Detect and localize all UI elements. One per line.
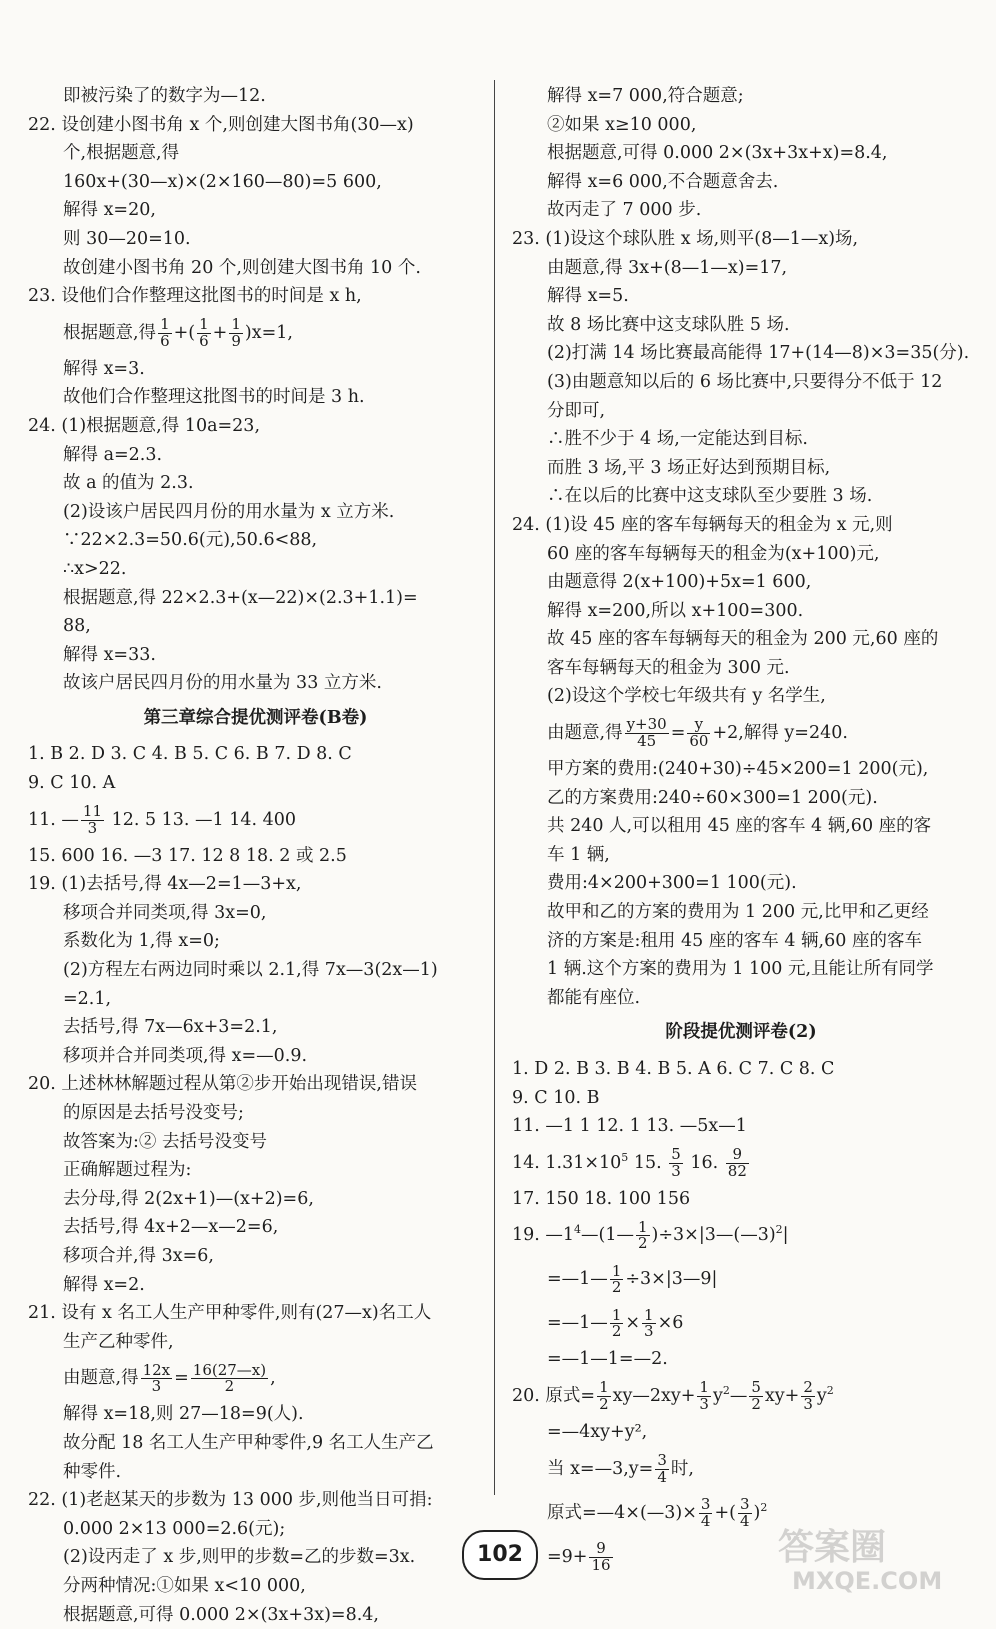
text-line: 根据题意,可得 0.000 2×(3x+3x)=8.4, [28, 1601, 483, 1629]
section-heading: 阶段提优测评卷(2) [512, 1018, 970, 1047]
denominator: 16 [589, 1558, 612, 1574]
text-run: 19. —1 [512, 1225, 574, 1245]
denominator: 3 [642, 1324, 656, 1340]
text-line: 23. 设他们合作整理这批图书的时间是 x h, [28, 282, 483, 311]
text-line: 故答案为:② 去括号没变号 [28, 1128, 483, 1157]
text-line: 移项合并同类项,得 3x=0, [28, 899, 483, 928]
fraction [655, 1453, 669, 1486]
right-column [512, 82, 970, 1579]
fraction [749, 1380, 763, 1413]
numerator: 3 [738, 1497, 752, 1514]
text-line: ∴x>22. [28, 555, 483, 584]
denominator: 2 [610, 1324, 624, 1340]
text-run: + [213, 323, 228, 343]
fraction [642, 1308, 656, 1341]
text-line: 由题意得 2(x+100)+5x=1 600, [512, 568, 970, 597]
text-line: 解得 x=6 000,不合题意舍去. [512, 168, 970, 197]
text-line: 系数化为 1,得 x=0; [28, 927, 483, 956]
numerator: 9 [589, 1541, 612, 1558]
text-line: 9. C 10. A [28, 769, 483, 798]
text-line: (2)设该户居民四月份的用水量为 x 立方米. [28, 498, 483, 527]
fraction [141, 1363, 173, 1396]
text-line: 根据题意,可得 0.000 2×(3x+3x+x)=8.4, [512, 139, 970, 168]
denominator: 3 [801, 1397, 815, 1413]
numerator: 1 [636, 1220, 650, 1237]
numerator: 12x [141, 1363, 173, 1380]
text-line: 15. 600 16. —3 17. 12 8 18. 2 或 2.5 [28, 842, 483, 871]
text-line: 22. (1)老赵某天的步数为 13 000 步,则他当日可捐: [28, 1486, 483, 1515]
section-heading: 第三章综合提优测评卷(B卷) [28, 704, 483, 733]
text-line: 费用:4×200+300=1 100(元). [512, 869, 970, 898]
svg-text:MXQE.COM: MXQE.COM [792, 1567, 942, 1595]
formula-line [512, 1301, 970, 1345]
text-line: 解得 x=20, [28, 196, 483, 225]
text-run: )÷3×|3—(—3) [652, 1225, 776, 1245]
numerator: 1 [610, 1264, 624, 1281]
text-line: 60 座的客车每辆每天的租金为(x+100)元, [512, 540, 970, 569]
fraction [738, 1497, 752, 1530]
text-run: 12. 5 13. —1 14. 400 [106, 810, 296, 830]
text-line: ②如果 x≥10 000, [512, 111, 970, 140]
text-line: =—1—1=—2. [512, 1345, 970, 1374]
text-run: ×6 [658, 1313, 684, 1333]
text-line: 故该户居民四月份的用水量为 33 立方米. [28, 669, 483, 698]
fraction [197, 317, 211, 350]
text-line: 移项并合并同类项,得 x=—0.9. [28, 1042, 483, 1071]
text-line: 解得 x=33. [28, 641, 483, 670]
numerator: 5 [669, 1147, 683, 1164]
text-run: × [625, 1313, 640, 1333]
superscript: 2 [723, 1384, 730, 1397]
superscript: 2 [776, 1224, 783, 1237]
text-line: 23. (1)设这个球队胜 x 场,则平(8—1—x)场, [512, 225, 970, 254]
text-run: | [783, 1225, 789, 1245]
text-line: 解得 x=200,所以 x+100=300. [512, 597, 970, 626]
text-line: 17. 150 18. 100 156 [512, 1185, 970, 1214]
numerator: 1 [642, 1308, 656, 1325]
text-line: (2)打满 14 场比赛最高能得 17+(14—8)×3=35(分). [512, 339, 970, 368]
text-line: =2.1, [28, 985, 483, 1014]
text-line: 正确解题过程为: [28, 1156, 483, 1185]
text-line: 乙的方案费用:240÷60×300=1 200(元). [512, 784, 970, 813]
fraction [610, 1308, 624, 1341]
formula-line [512, 1374, 970, 1418]
text-line: 24. (1)设 45 座的客车每辆每天的租金为 x 元,则 [512, 511, 970, 540]
text-line: 故甲和乙的方案的费用为 1 200 元,比甲和乙更经 [512, 898, 970, 927]
numerator: 1 [158, 317, 172, 334]
text-run: 时, [671, 1459, 694, 1479]
text-line: 而胜 3 场,平 3 场正好达到预期目标, [512, 454, 970, 483]
text-line: 即被污染了的数字为—12. [28, 82, 483, 111]
fraction [610, 1264, 624, 1297]
text-run: = [671, 723, 686, 743]
text-line: 解得 x=2. [28, 1271, 483, 1300]
formula-line [28, 798, 483, 842]
text-line: (3)由题意知以后的 6 场比赛中,只要得分不低于 12 [512, 368, 970, 397]
formula-line [512, 1257, 970, 1301]
numerator: 16(27—x) [191, 1363, 268, 1380]
text-line: 解得 x=5. [512, 282, 970, 311]
text-line: 88, [28, 612, 483, 641]
text-line: 0.000 2×13 000=2.6(元); [28, 1515, 483, 1544]
numerator: 3 [655, 1453, 669, 1470]
superscript: 4 [574, 1224, 581, 1237]
text-line: 1. B 2. D 3. C 4. B 5. C 6. B 7. D 8. C [28, 740, 483, 769]
text-run: )x=1, [245, 323, 293, 343]
text-line: 故 a 的值为 2.3. [28, 469, 483, 498]
text-line: 1 辆.这个方案的费用为 1 100 元,且能让所有同学 [512, 955, 970, 984]
text-run: = [174, 1368, 189, 1388]
numerator: 1 [597, 1380, 611, 1397]
denominator: 6 [158, 334, 172, 350]
text-line: ∵22×2.3=50.6(元),50.6<88, [28, 526, 483, 555]
text-line: 11. —1 1 12. 1 13. —5x—1 [512, 1112, 970, 1141]
svg-text:答案圈: 答案圈 [778, 1527, 886, 1568]
text-line: =—4xy+y², [512, 1418, 970, 1447]
left-column [28, 82, 483, 1629]
text-line: 21. 设有 x 名工人生产甲种零件,则有(27—x)名工人 [28, 1299, 483, 1328]
denominator: 4 [655, 1470, 669, 1486]
numerator: y [687, 717, 710, 734]
denominator: 2 [749, 1397, 763, 1413]
text-line: 分即可, [512, 397, 970, 426]
superscript: 2 [760, 1501, 767, 1514]
numerator: 3 [699, 1497, 713, 1514]
fraction [697, 1380, 711, 1413]
formula-line [512, 1447, 970, 1491]
superscript: 2 [827, 1384, 834, 1397]
text-line: 的原因是去括号没变号; [28, 1099, 483, 1128]
text-line: 去括号,得 7x—6x+3=2.1, [28, 1013, 483, 1042]
denominator: 60 [687, 734, 710, 750]
text-run: 15. [628, 1153, 667, 1173]
text-line: 分两种情况:①如果 x<10 000, [28, 1572, 483, 1601]
text-line: 故分配 18 名工人生产甲种零件,9 名工人生产乙 [28, 1429, 483, 1458]
text-line: 去分母,得 2(2x+1)—(x+2)=6, [28, 1185, 483, 1214]
denominator: 2 [610, 1280, 624, 1296]
text-line: 个,根据题意,得 [28, 139, 483, 168]
text-line: 故他们合作整理这批图书的时间是 3 h. [28, 383, 483, 412]
denominator: 6 [197, 334, 211, 350]
numerator: 5 [749, 1380, 763, 1397]
numerator: y+30 [625, 717, 669, 734]
numerator: 1 [697, 1380, 711, 1397]
text-line: 车 1 辆, [512, 841, 970, 870]
text-run: +( [714, 1503, 736, 1523]
text-line: 客车每辆每天的租金为 300 元. [512, 654, 970, 683]
text-run: ) [754, 1503, 761, 1523]
numerator: 1 [197, 317, 211, 334]
text-line: 生产乙种零件, [28, 1328, 483, 1357]
formula-line [512, 711, 970, 755]
text-run: 11. — [28, 810, 79, 830]
fraction [158, 317, 172, 350]
text-line: 160x+(30—x)×(2×160—80)=5 600, [28, 168, 483, 197]
text-run: =9+ [547, 1547, 587, 1567]
text-run: 由题意,得 [547, 723, 623, 743]
text-line: 去括号,得 4x+2—x—2=6, [28, 1213, 483, 1242]
text-run: —(1— [581, 1225, 634, 1245]
text-run: y [817, 1386, 827, 1406]
denominator: 4 [738, 1514, 752, 1530]
text-line: 共 240 人,可以租用 45 座的客车 4 辆,60 座的客 [512, 812, 970, 841]
text-run: y [713, 1386, 723, 1406]
superscript: 5 [621, 1151, 628, 1164]
fraction [191, 1363, 268, 1396]
formula-line [512, 1213, 970, 1257]
fraction [669, 1147, 683, 1180]
column-divider [494, 80, 495, 1495]
text-run: — [730, 1386, 748, 1406]
fraction [81, 804, 104, 837]
text-run: ÷3×|3—9| [625, 1269, 717, 1289]
text-run: =—1— [547, 1269, 608, 1289]
text-line: ∴胜不少于 4 场,一定能达到目标. [512, 425, 970, 454]
numerator: 2 [801, 1380, 815, 1397]
text-run: 原式=—4×(—3)× [547, 1503, 697, 1523]
text-run: 由题意,得 [63, 1368, 139, 1388]
text-run: +( [174, 323, 196, 343]
formula-line [28, 311, 483, 355]
text-line: (2)方程左右两边同时乘以 2.1,得 7x—3(2x—1) [28, 956, 483, 985]
text-run: 根据题意,得 [63, 323, 156, 343]
formula-line [28, 1356, 483, 1400]
fraction [589, 1541, 612, 1574]
text-line: 24. (1)根据题意,得 10a=23, [28, 412, 483, 441]
denominator: 3 [697, 1397, 711, 1413]
text-line: (2)设丙走了 x 步,则甲的步数=乙的步数=3x. [28, 1543, 483, 1572]
text-line: 9. C 10. B [512, 1084, 970, 1113]
text-line: 解得 a=2.3. [28, 441, 483, 470]
text-line: 甲方案的费用:(240+30)÷45×200=1 200(元), [512, 755, 970, 784]
denominator: 3 [669, 1164, 683, 1180]
text-line: 移项合并,得 3x=6, [28, 1242, 483, 1271]
denominator: 45 [625, 734, 669, 750]
text-run: , [270, 1368, 276, 1388]
text-line: 根据题意,得 22×2.3+(x—22)×(2.3+1.1)= [28, 584, 483, 613]
text-run: +2,解得 y=240. [712, 723, 847, 743]
text-run: xy+ [765, 1386, 799, 1406]
fraction [597, 1380, 611, 1413]
denominator: 2 [597, 1397, 611, 1413]
denominator: 3 [141, 1379, 173, 1395]
text-run: xy—2xy+ [613, 1386, 696, 1406]
denominator: 82 [726, 1164, 749, 1180]
text-line: (2)设这个学校七年级共有 y 名学生, [512, 682, 970, 711]
numerator: 11 [81, 804, 104, 821]
text-run: 20. 原式= [512, 1386, 595, 1406]
text-line: 由题意,得 3x+(8—1—x)=17, [512, 254, 970, 283]
text-line: 故创建小图书角 20 个,则创建大图书角 10 个. [28, 254, 483, 283]
text-line: 22. 设创建小图书角 x 个,则创建大图书角(30—x) [28, 111, 483, 140]
fraction [801, 1380, 815, 1413]
fraction [229, 317, 243, 350]
text-run: 当 x=—3,y= [547, 1459, 653, 1479]
numerator: 1 [229, 317, 243, 334]
denominator: 9 [229, 334, 243, 350]
denominator: 4 [699, 1514, 713, 1530]
text-line: ∴在以后的比赛中这支球队至少要胜 3 场. [512, 482, 970, 511]
fraction [687, 717, 710, 750]
denominator: 2 [191, 1379, 268, 1395]
text-line: 种零件. [28, 1458, 483, 1487]
text-run: 14. 1.31×10 [512, 1153, 621, 1173]
denominator: 2 [636, 1236, 650, 1252]
text-run: 16. [685, 1153, 724, 1173]
text-line: 1. D 2. B 3. B 4. B 5. A 6. C 7. C 8. C [512, 1055, 970, 1084]
numerator: 1 [610, 1308, 624, 1325]
text-line: 解得 x=3. [28, 355, 483, 384]
text-line: 解得 x=18,则 27—18=9(人). [28, 1400, 483, 1429]
text-line: 故丙走了 7 000 步. [512, 196, 970, 225]
text-line: 都能有座位. [512, 984, 970, 1013]
numerator: 9 [726, 1147, 749, 1164]
fraction [636, 1220, 650, 1253]
formula-line [512, 1141, 970, 1185]
watermark-logo [770, 1515, 985, 1595]
fraction [625, 717, 669, 750]
text-line: 故 45 座的客车每辆每天的租金为 200 元,60 座的 [512, 625, 970, 654]
text-line: 故 8 场比赛中这支球队胜 5 场. [512, 311, 970, 340]
fraction [699, 1497, 713, 1530]
text-line: 则 30—20=10. [28, 225, 483, 254]
text-line: 20. 上述林林解题过程从第②步开始出现错误,错误 [28, 1070, 483, 1099]
page-number: 102 [462, 1530, 538, 1580]
text-run: =—1— [547, 1313, 608, 1333]
text-line: 济的方案是:租用 45 座的客车 4 辆,60 座的客车 [512, 927, 970, 956]
denominator: 3 [81, 821, 104, 837]
text-line: 解得 x=7 000,符合题意; [512, 82, 970, 111]
fraction [726, 1147, 749, 1180]
text-line: 19. (1)去括号,得 4x—2=1—3+x, [28, 870, 483, 899]
